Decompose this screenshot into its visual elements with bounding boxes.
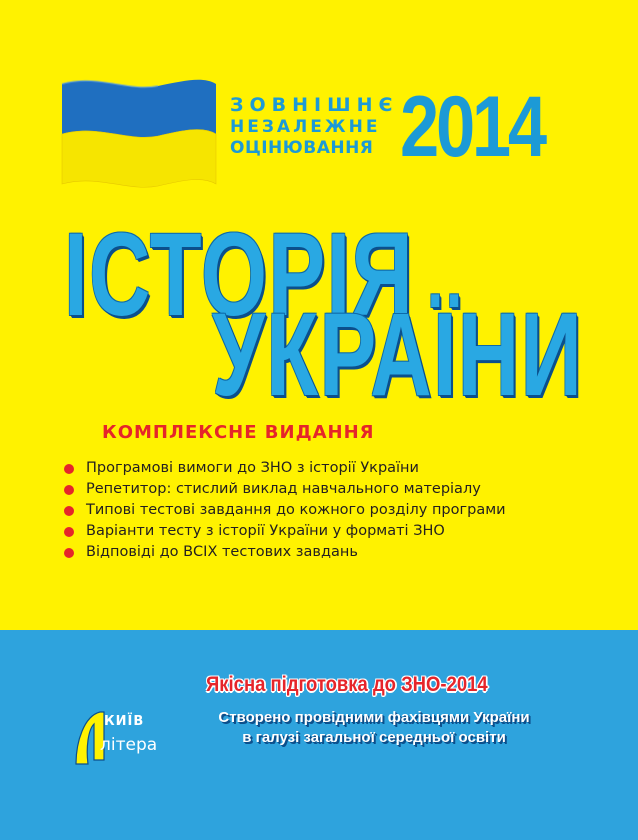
publisher-name: літера	[100, 735, 158, 755]
feature-list	[64, 458, 554, 563]
bullet-icon	[64, 464, 74, 474]
edition-subtitle: КОМПЛЕКСНЕ ВИДАННЯ	[102, 422, 375, 443]
publisher-logo	[70, 702, 170, 772]
title-line-2: УКРАЇНИ	[212, 289, 584, 421]
slogan: Якісна підготовка до ЗНО-2014	[206, 673, 488, 696]
ukraine-flag-icon	[58, 78, 220, 190]
zno-caption	[230, 96, 398, 157]
publisher-city: КИЇВ	[104, 714, 145, 729]
bullet-icon	[64, 506, 74, 516]
list-item	[64, 542, 554, 563]
feature-text: Типові тестові завдання до кожного розділу програми	[86, 502, 506, 518]
list-item	[64, 521, 554, 542]
zno-line-2: НЕЗАЛЕЖНЕ	[230, 117, 381, 137]
list-item	[64, 479, 554, 500]
feature-text: Варіанти тесту з історії України у форматі ЗНО	[86, 523, 445, 539]
bullet-icon	[64, 485, 74, 495]
title-line-1: ІСТОРІЯ	[64, 209, 415, 341]
bullet-icon	[64, 548, 74, 558]
feature-text: Репетитор: стислий виклад навчального матеріалу	[86, 481, 481, 497]
list-item	[64, 500, 554, 521]
bullet-icon	[64, 527, 74, 537]
credit-line-2: в галузі загальної середньої освіти	[242, 729, 506, 746]
feature-text: Відповіді до ВСІХ тестових завдань	[86, 544, 358, 560]
feature-text: Програмові вимоги до ЗНО з історії України	[86, 460, 419, 476]
list-item	[64, 458, 554, 479]
edition-year: 2014	[400, 79, 544, 175]
zno-line-3: ОЦІНЮВАННЯ	[230, 138, 374, 158]
credit-line-1: Створено провідними фахівцями України	[218, 709, 530, 726]
zno-line-1: ЗОВНІШНЄ	[230, 94, 399, 116]
credit-text	[200, 708, 548, 748]
